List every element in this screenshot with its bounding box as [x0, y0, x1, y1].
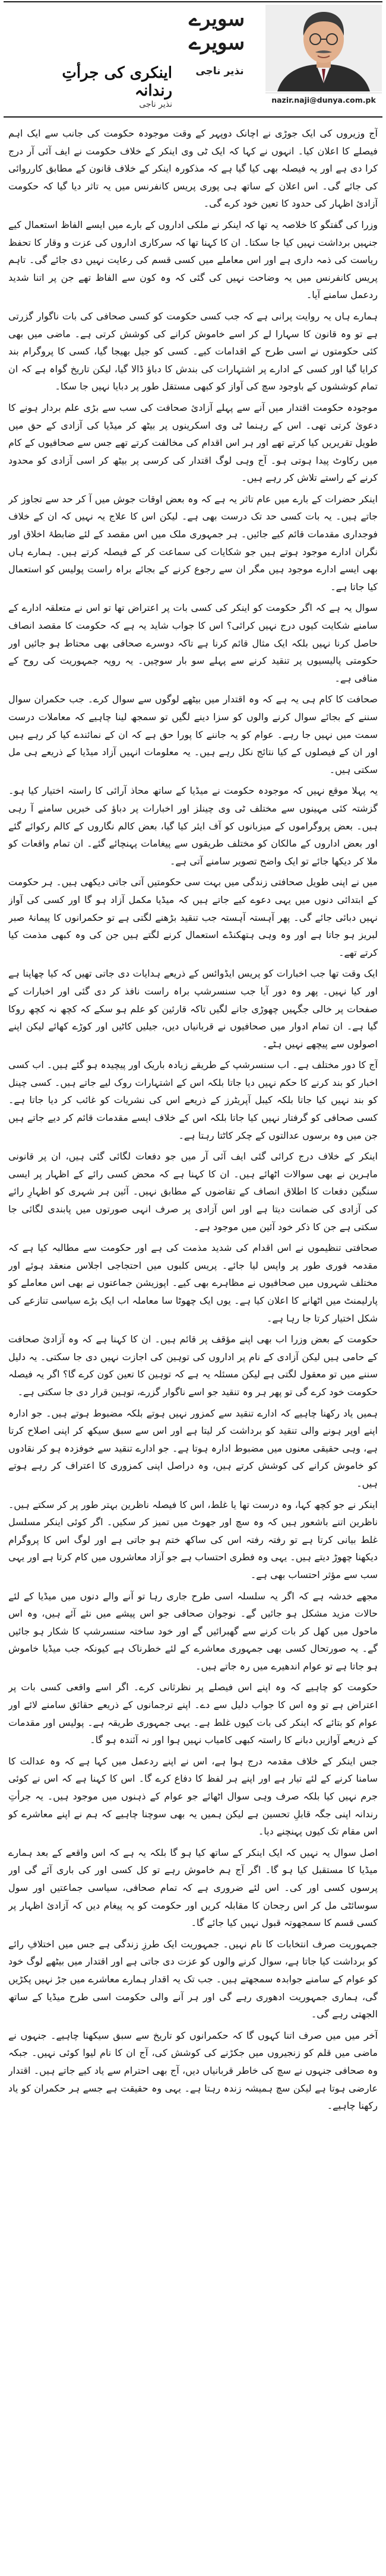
article-paragraph: مجھے خدشہ ہے کہ اگر یہ سلسلہ اسی طرح جاری رہا تو آنے والے دنوں میں میڈیا کے لئے حالات مزید مشکل ہو جائیں گے۔ نوجوان صحافی جو اس پیشے میں نئے آئے ہیں، وہ اس ماحول میں کھل کر بات کرنے سے گھبرائیں گے اور خود ساختہ سنسرشپ کا شکار ہو جائیں گے۔ یہ صورتحال کسی بھی جمہوری معاشرے کے لئے خطرناک ہے کیونکہ جب میڈیا خاموش ہو جاتا ہے تو عوام اندھیرے میں رہ جاتے ہیں۔	[8, 1590, 378, 1672]
article-paragraph: حکومت کے بعض وزرا اب بھی اپنے مؤقف پر قائم ہیں۔ ان کا کہنا ہے کہ وہ آزادیٔ صحافت کے حامی ہیں لیکن آزادی کے نام پر اداروں کی توہین کی اجازت نہیں دی جا سکتی۔ یہ دلیل سننے میں تو معقول لگتی ہے لیکن مسئلہ یہ ہے کہ توہین کا تعین کون کرے گا؟ اگر یہ فیصلہ حکومت خود کرے گی تو پھر ہر وہ تنقید جو اسے ناگوار گزرے، توہین قرار دی جا سکتی ہے۔	[8, 1333, 378, 1398]
column-header	[0, 0, 386, 118]
article-paragraph: صحافتی تنظیموں نے اس اقدام کی شدید مذمت کی ہے اور حکومت سے مطالبہ کیا ہے کہ مقدمہ فوری طور پر واپس لیا جائے۔ پریس کلبوں میں احتجاجی اجلاس منعقد ہوئے اور مختلف شہروں میں صحافیوں نے مظاہرے بھی کیے۔ اپوزیشن جماعتوں نے بھی اس معاملے کو پارلیمنٹ میں اٹھانے کا اعلان کیا ہے۔ یوں ایک چھوٹا سا معاملہ اب ایک بڑے سیاسی تنازعے کی شکل اختیار کرتا جا رہا ہے۔	[8, 1242, 378, 1324]
article-paragraph: آج کا دور مختلف ہے۔ اب سنسرشپ کے طریقے زیادہ باریک اور پیچیدہ ہو گئے ہیں۔ اب کسی اخبار کو بند کرنے کا حکم نہیں دیا جاتا بلکہ اس کے اشتہارات روک لیے جاتے ہیں۔ کسی چینل کو بند نہیں کیا جاتا بلکہ کیبل آپریٹرز کے ذریعے اس کی نشریات کو غائب کر دیا جاتا ہے۔ کسی صحافی کو گرفتار نہیں کیا جاتا بلکہ اس کے خلاف ایسے مقدمات قائم کر دیے جاتے ہیں جن میں وہ برسوں عدالتوں کے چکر کاٹتا رہتا ہے۔	[8, 1059, 378, 1141]
article-paragraph: موجودہ حکومت اقتدار میں آنے سے پہلے آزادیٔ صحافت کی سب سے بڑی علم بردار ہونے کا دعویٰ کرتی تھی۔ اس کے رہنما ٹی وی اسکرینوں پر بیٹھ کر میڈیا کی آزادی کے حق میں طویل تقریریں کیا کرتے تھے اور ہر اس اقدام کی مخالفت کرتے تھے جس سے صحافیوں کے کام میں رکاوٹ پیدا ہوتی ہو۔ آج وہی لوگ اقتدار کی کرسی پر بیٹھ کر اسی آزادی کو محدود کرنے کے راستے تلاش کر رہے ہیں۔	[8, 401, 378, 484]
article-paragraph: صحافت کا کام ہی یہ ہے کہ وہ اقتدار میں بیٹھے لوگوں سے سوال کرے۔ جب حکمران سوال سننے کے بجائے سوال کرنے والوں کو سزا دینے لگیں تو سمجھ لینا چاہیے کہ معاملات درست سمت میں نہیں جا رہے۔ عوام کو یہ جاننے کا پورا حق ہے کہ ان کے نمائندے کیا کر رہے ہیں اور ان کے فیصلوں کے کیا نتائج نکل رہے ہیں۔ یہ معلومات انہیں آزاد میڈیا کے ذریعے ہی مل سکتی ہیں۔	[8, 693, 378, 775]
article-paragraph: آخر میں میں صرف اتنا کہوں گا کہ حکمرانوں کو تاریخ سے سبق سیکھنا چاہیے۔ جنہوں نے ماضی میں قلم کو زنجیروں میں جکڑنے کی کوشش کی، آج ان کا نام لیوا کوئی نہیں۔ جبکہ وہ صحافی جنہوں نے سچ کی خاطر قربانیاں دیں، آج بھی احترام سے یاد کیے جاتے ہیں۔ اقتدار عارضی ہوتا ہے لیکن سچ ہمیشہ زندہ رہتا ہے۔ یہی وہ حقیقت ہے جسے ہر حکمران کو یاد رکھنا چاہیے۔	[8, 2029, 378, 2112]
author-portrait-icon	[265, 5, 382, 91]
article-paragraph: حکومت کو چاہیے کہ وہ اپنے اس فیصلے پر نظرثانی کرے۔ اگر اسے واقعی کسی بات پر اعتراض ہے تو وہ اس کا جواب دلیل سے دے۔ اپنے ترجمانوں کے ذریعے حقائق سامنے لائے اور عوام کو بتائے کہ اینکر کی بات کیوں غلط ہے۔ یہی جمہوری طریقہ ہے۔ پولیس اور مقدمات کے ذریعے آوازیں دبانے کا راستہ کبھی کامیاب نہیں ہوا اور نہ آئندہ ہو گا۔	[8, 1681, 378, 1746]
header-top-rule	[4, 1, 382, 2]
author-name: نذیر ناجی	[195, 65, 244, 77]
header-bottom-rule	[4, 116, 382, 118]
article-paragraph: جمہوریت صرف انتخابات کا نام نہیں۔ جمہوریت ایک طرزِ زندگی ہے جس میں اختلافِ رائے کو برداشت کیا جاتا ہے، سوال کرنے والوں کو عزت دی جاتی ہے اور اقتدار میں بیٹھے لوگ خود کو عوام کے سامنے جوابدہ سمجھتے ہیں۔ جب تک یہ اقدار ہمارے معاشرے میں جڑ نہیں پکڑیں گی، ہماری جمہوریت ادھوری رہے گی اور ہر آنے والی حکومت اسی طرح میڈیا کے ساتھ الجھتی رہے گی۔	[8, 1938, 378, 2020]
article-paragraph: اصل سوال یہ نہیں کہ ایک اینکر کے ساتھ کیا ہو گا بلکہ یہ ہے کہ اس واقعے کے بعد ہمارے میڈیا کا مستقبل کیا ہو گا۔ اگر آج ہم خاموش رہے تو کل کسی اور کی باری آئے گی اور پرسوں کسی اور کی۔ اس لئے ضروری ہے کہ تمام صحافی، سیاسی جماعتیں اور سول سوسائٹی مل کر اس رجحان کا مقابلہ کریں اور حکومت کو یہ پیغام دیں کہ آزادیٔ اظہار پر کسی قسم کا سمجھوتہ قبول نہیں کیا جائے گا۔	[8, 1846, 378, 1929]
article-paragraph: اینکر نے جو کچھ کہا، وہ درست تھا یا غلط، اس کا فیصلہ ناظرین بہتر طور پر کر سکتے ہیں۔ ناظرین اتنے باشعور ہیں کہ وہ سچ اور جھوٹ میں تمیز کر سکیں۔ اگر کوئی اینکر مسلسل غلط بیانی کرتا ہے تو رفتہ رفتہ اس کی ساکھ ختم ہو جاتی ہے اور لوگ اس کا پروگرام دیکھنا چھوڑ دیتے ہیں۔ یہی وہ فطری احتساب ہے جو آزاد معاشروں میں کام کرتا ہے اور یہی سب سے مؤثر احتساب بھی ہے۔	[8, 1498, 378, 1580]
article-paragraph: اینکر حضرات کے بارے میں عام تاثر یہ ہے کہ وہ بعض اوقات جوش میں آ کر حد سے تجاوز کر جاتے ہیں۔ یہ بات کسی حد تک درست بھی ہے۔ لیکن اس کا علاج یہ نہیں کہ ان کے خلاف فوجداری مقدمات قائم کیے جائیں۔ ہر جمہوری ملک میں اس مقصد کے لئے ضابطۂ اخلاق اور نگران ادارے موجود ہوتے ہیں جو شکایات کی سماعت کر کے فیصلہ کرتے ہیں۔ ہمارے ہاں بھی ایسے ادارے موجود ہیں مگر ان سے رجوع کرنے کے بجائے براہ راست پولیس کو استعمال کیا جاتا ہے۔	[8, 493, 378, 592]
article-paragraph: ہمیں یاد رکھنا چاہیے کہ ادارے تنقید سے کمزور نہیں ہوتے بلکہ مضبوط ہوتے ہیں۔ جو ادارہ اپنے اوپر ہونے والی تنقید کو برداشت کر لیتا ہے اور اس سے سبق سیکھ کر اپنی اصلاح کرتا ہے، وہی حقیقی معنوں میں مضبوط ادارہ ہوتا ہے۔ جو ادارے تنقید سے خوفزدہ ہو کر نقادوں کو خاموش کرانے کی کوشش کرتے ہیں، وہ دراصل اپنی کمزوری کا اعتراف کر رہے ہوتے ہیں۔	[8, 1407, 378, 1489]
article-paragraph: ہمارے ہاں یہ روایت پرانی ہے کہ جب کسی حکومت کو کسی صحافی کی بات ناگوار گزرتی ہے تو وہ قانون کا سہارا لے کر اسے خاموش کرانے کی کوشش کرتی ہے۔ ماضی میں بھی کئی حکومتوں نے اسی طرح کے اقدامات کیے۔ کسی کو جیل بھیجا گیا، کسی کا پروگرام بند کرایا گیا اور کسی کے ادارے پر اشتہارات کی بندش کا دباؤ ڈالا گیا، لیکن تاریخ گواہ ہے کہ ان تمام کوششوں کے باوجود سچ کی آواز کو کبھی مستقل طور پر دبایا نہیں جا سکا۔	[8, 310, 378, 392]
article-byline: نذیر ناجی	[139, 100, 172, 109]
article-paragraph: میں نے اپنی طویل صحافتی زندگی میں بہت سی حکومتیں آتی جاتی دیکھی ہیں۔ ہر حکومت کے ابتدائی دنوں میں یہی دعوے کیے جاتے ہیں کہ میڈیا مکمل آزاد ہو گا اور کسی کی آواز نہیں دبائی جائے گی۔ پھر آہستہ آہستہ جب تنقید بڑھنے لگتی ہے تو حکمرانوں کا پیمانۂ صبر لبریز ہو جاتا ہے اور وہ وہی ہتھکنڈے استعمال کرنے لگتے ہیں جن کی وہ کبھی مذمت کیا کرتے تھے۔	[8, 876, 378, 958]
article-paragraph: یہ پہلا موقع نہیں کہ موجودہ حکومت نے میڈیا کے ساتھ محاذ آرائی کا راستہ اختیار کیا ہو۔ گزشتہ کئی مہینوں سے مختلف ٹی وی چینلز اور اخبارات پر دباؤ کی خبریں سامنے آ رہی ہیں۔ بعض پروگراموں کے میزبانوں کو آف ایئر کیا گیا، بعض کالم نگاروں کے کالم رکوائے گئے اور بعض اداروں کے مالکان کو مختلف طریقوں سے پیغامات پہنچائے گئے۔ ان تمام واقعات کو ملا کر دیکھا جائے تو ایک واضح تصویر سامنے آتی ہے۔	[8, 785, 378, 867]
column-name-logo	[169, 7, 264, 55]
column-name-line1: سویرے	[188, 7, 245, 31]
article-paragraph: سوال یہ ہے کہ اگر حکومت کو اینکر کی کسی بات پر اعتراض تھا تو اس نے متعلقہ ادارے کے سامنے شکایت کیوں درج نہیں کرائی؟ اس کا جواب شاید یہ ہے کہ حکومت کا مقصد انصاف حاصل کرنا نہیں بلکہ ایک مثال قائم کرنا ہے تاکہ دوسرے صحافی بھی محتاط ہو جائیں اور حکومتی پالیسیوں پر تنقید کرنے سے پہلے سو بار سوچیں۔ یہ رویہ جمہوریت کی روح کے منافی ہے۔	[8, 602, 378, 684]
article-paragraph: ایک وقت تھا جب اخبارات کو پریس ایڈوائس کے ذریعے ہدایات دی جاتی تھیں کہ کیا چھاپنا ہے اور کیا نہیں۔ پھر وہ دور آیا جب سنسرشپ براہ راست نافذ کر دی گئی اور اخبارات کے صفحات پر خالی جگہیں چھوڑی جانے لگیں تاکہ قارئین کو علم ہو سکے کہ کچھ نہ کچھ روکا گیا ہے۔ ان تمام ادوار میں صحافیوں نے قربانیاں دیں، جیلیں کاٹیں اور کوڑے کھائے لیکن اپنے اصولوں سے پیچھے نہیں ہٹے۔	[8, 968, 378, 1050]
article-headline: اینکری کی جرأتِ رندانہ	[62, 64, 172, 100]
article-paragraph: وزرا کی گفتگو کا خلاصہ یہ تھا کہ اینکر نے ملکی اداروں کے بارے میں ایسے الفاظ استعمال کیے جنہیں برداشت نہیں کیا جا سکتا۔ ان کا کہنا تھا کہ سرکاری اداروں کی عزت و وقار کا تحفظ ریاست کی ذمہ داری ہے اور اس معاملے میں کسی قسم کی رعایت نہیں دی جائے گی۔ تاہم پریس کانفرنس میں یہ وضاحت نہیں کی گئی کہ وہ کون سے الفاظ تھے جن پر اتنا شدید ردعمل سامنے آیا۔	[8, 218, 378, 301]
article-paragraph: آج وزیروں کی ایک جوڑی نے اچانک دوپہر کے وقت موجودہ حکومت کی جانب سے ایک اہم فیصلے کا اعلان کیا۔ انہوں نے کہا کہ ایک ٹی وی اینکر کے خلاف حکومت نے ایف آئی آر درج کرا دی ہے اور یہ فیصلہ بھی کیا گیا ہے کہ مذکورہ اینکر کے خلاف قانون کے مطابق کارروائی کی جائے گی۔ اس اعلان کے ساتھ ہی پوری پریس کانفرنس میں یہ تاثر دیا گیا کہ حکومت آزادیٔ اظہار کی حدود کا تعین خود کرے گی۔	[8, 128, 378, 210]
article-body	[8, 125, 378, 2568]
author-email: nazir.naji@dunya.com.pk	[265, 93, 382, 107]
column-name-line2: سویرے	[188, 31, 245, 55]
article-paragraph: اینکر کے خلاف درج کرائی گئی ایف آئی آر میں جو دفعات لگائی گئی ہیں، ان پر قانونی ماہرین نے بھی سوالات اٹھائے ہیں۔ ان کا کہنا ہے کہ محض کسی رائے کے اظہار پر ایسی سنگین دفعات کا اطلاق انصاف کے تقاضوں کے مطابق نہیں۔ آئین ہر شہری کو اظہارِ رائے کی آزادی کی ضمانت دیتا ہے اور اس آزادی پر صرف انہی صورتوں میں پابندی لگائی جا سکتی ہے جن کا ذکر خود آئین میں موجود ہے۔	[8, 1151, 378, 1232]
article-paragraph: جس اینکر کے خلاف مقدمہ درج ہوا ہے، اس نے اپنے ردعمل میں کہا ہے کہ وہ عدالت کا سامنا کرنے کے لئے تیار ہے اور اپنے ہر لفظ کا دفاع کرے گا۔ اس کا کہنا ہے کہ اس نے کوئی جرم نہیں کیا بلکہ صرف وہی سوال اٹھائے جو عوام کے ذہنوں میں موجود ہیں۔ یہ جرأتِ رندانہ اپنی جگہ قابلِ تحسین ہے لیکن ہمیں یہ بھی سوچنا چاہیے کہ ہم نے اپنے معاشرے کو اس مقام تک کیوں پہنچنے دیا۔	[8, 1755, 378, 1837]
